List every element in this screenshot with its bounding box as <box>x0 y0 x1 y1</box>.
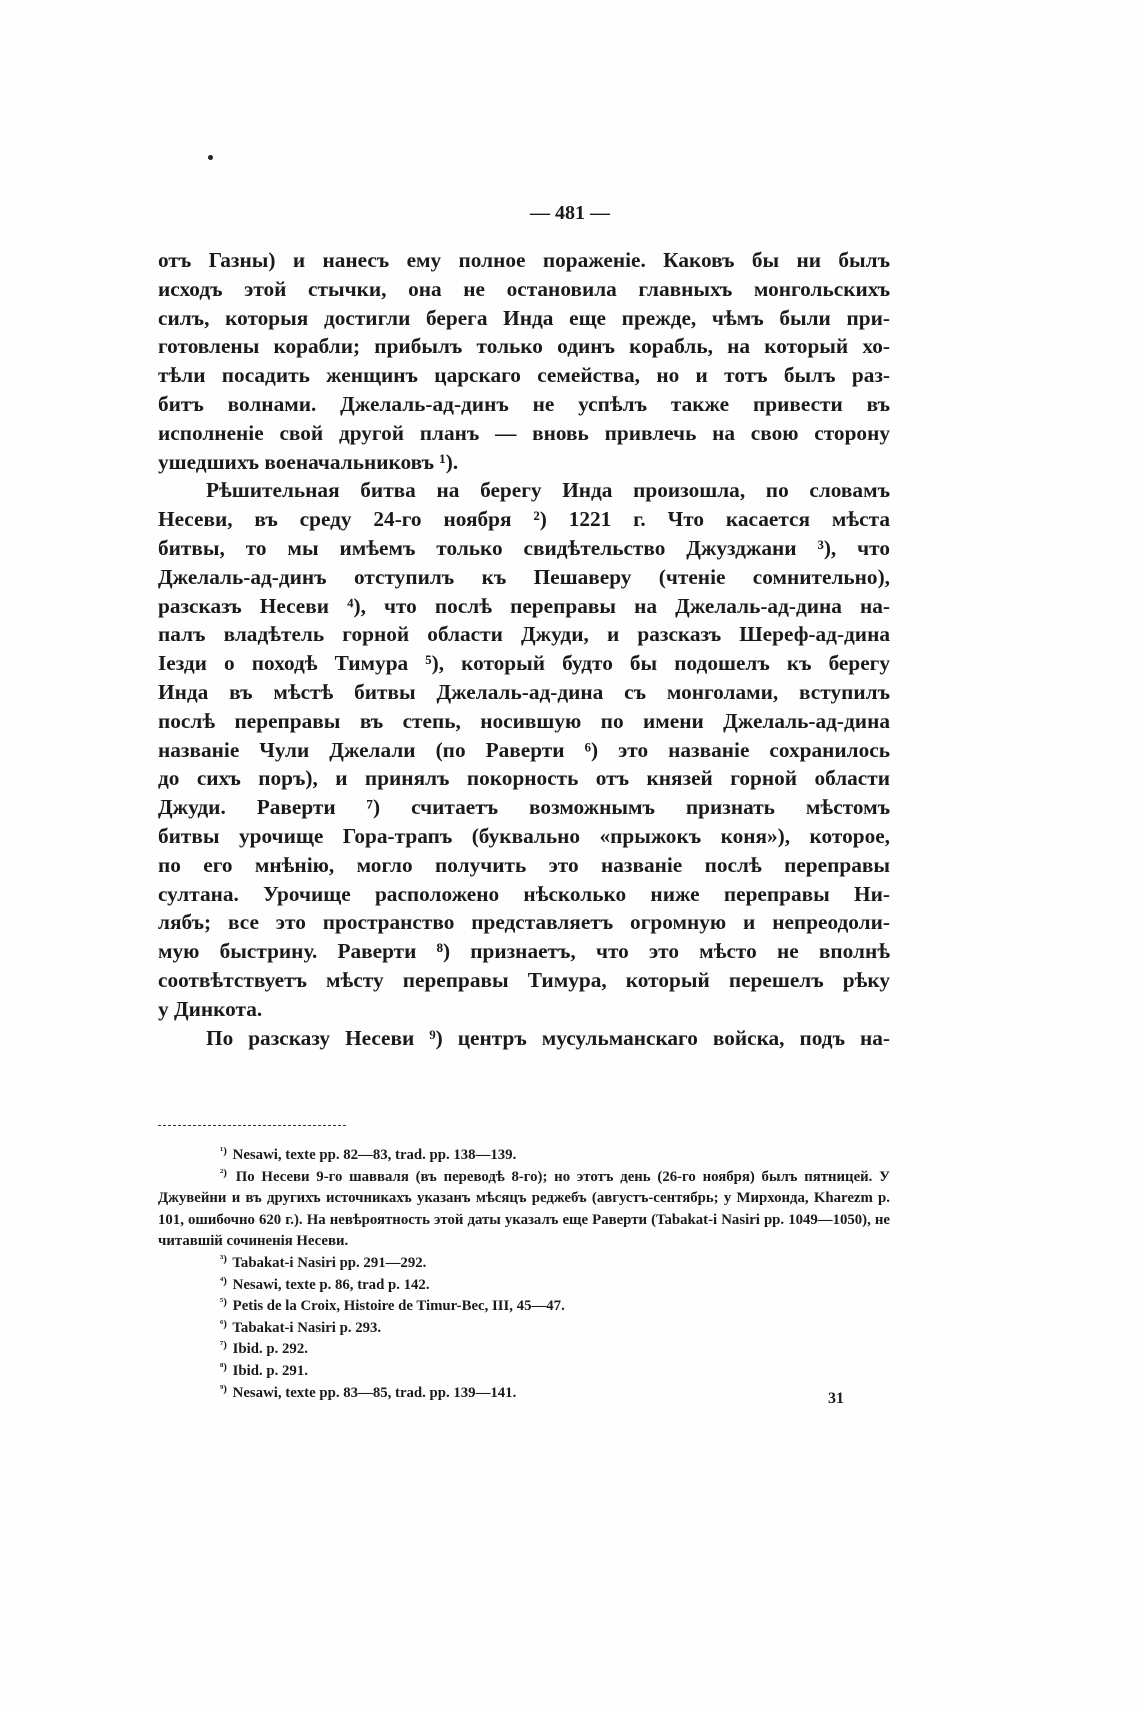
text-line: у Динкота. <box>158 996 263 1021</box>
footnote-2 <box>158 1167 890 1253</box>
text-line: султана. Урочище расположено нѣсколько ниже переправы Ни- <box>158 881 890 906</box>
text-line: силъ, которыя достигли берега Инда еще прежде, чѣмъ были при- <box>158 305 890 330</box>
text-line: Инда въ мѣстѣ битвы Джелаль-ад-дина съ монголами, вступилъ <box>158 679 890 704</box>
text-line: битъ волнами. Джелаль-ад-динъ не успѣлъ также привести въ <box>158 391 890 416</box>
footnote-mark: ¹) <box>220 1145 227 1157</box>
text-line: битвы, то мы имѣемъ только свидѣтельство Джузджани ³), что <box>158 535 890 560</box>
footnote-1 <box>158 1145 890 1167</box>
text-line: Джуди. Раверти ⁷) считаетъ возможнымъ признать мѣстомъ <box>158 795 890 820</box>
footnote-text: Tabakat-i Nasiri p. 293. <box>232 1319 382 1336</box>
paragraph-3 <box>158 1024 890 1053</box>
footnote-text: Nesawi, texte pp. 82—83, trad. pp. 138—139. <box>232 1147 517 1163</box>
stray-dot-mark <box>208 155 213 160</box>
footnote-mark: ⁹) <box>220 1382 227 1395</box>
footnote-7 <box>158 1339 890 1361</box>
paragraph-1 <box>158 246 890 476</box>
footnote-text: Nesawi, texte p. 86, trad p. 142. <box>232 1276 430 1293</box>
paragraph-2 <box>158 476 890 1023</box>
footnote-mark: ⁵) <box>220 1296 227 1309</box>
text-line: тѣли посадить женщинъ царскаго семейства, но и тотъ былъ раз- <box>158 363 890 388</box>
text-line: послѣ переправы въ степь, носившую по имени Джелаль-ад-дина <box>158 708 890 733</box>
text-line: Несеви, въ среду 24-го ноября ²) 1221 г. Что касается мѣста <box>158 507 890 532</box>
text-line: ушедшихъ военачальниковъ ¹). <box>158 449 459 474</box>
text-line: лябъ; все это пространство представляетъ огромную и непреодоли- <box>158 910 890 935</box>
text-line: битвы урочище Гора-трапъ (буквально «прыжокъ коня»), которое, <box>158 823 890 848</box>
text-line: Рѣшительная битва на берегу Инда произошла, по словамъ <box>206 478 890 503</box>
footnote-mark: ⁸) <box>220 1360 227 1373</box>
footnote-mark: ⁴) <box>220 1274 227 1287</box>
footnote-mark: ⁶) <box>220 1317 227 1330</box>
text-line: Іезди о походѣ Тимура ⁵), который будто бы подошелъ къ берегу <box>158 651 890 676</box>
text-line: готовлены корабли; прибылъ только одинъ корабль, на который хо- <box>158 334 890 359</box>
text-line: по его мнѣнію, могло получить это названіе послѣ переправы <box>158 852 890 877</box>
footnote-text: Ibid. p. 292. <box>232 1341 308 1358</box>
text-line: до сихъ поръ), и принялъ покорность отъ князей горной области <box>158 766 890 791</box>
footnote-text: Tabakat-i Nasiri pp. 291—292. <box>232 1254 427 1271</box>
text-line: Джелаль-ад-динъ отступилъ къ Пешаверу (чтеніе сомнительно), <box>158 564 890 589</box>
text-line: исходъ этой стычки, она не остановила главныхъ монгольскихъ <box>158 276 890 301</box>
footnote-5 <box>158 1296 890 1318</box>
main-text <box>158 246 890 1052</box>
footnote-text: Petis de la Croix, Histoire de Timur-Bec, III, 45—47. <box>232 1298 565 1315</box>
text-line: названіе Чули Джелали (по Раверти ⁶) это названіе сохранилось <box>158 737 890 762</box>
footnote-8 <box>158 1361 890 1383</box>
footnote-divider <box>158 1125 346 1126</box>
text-line: палъ владѣтель горной области Джуди, и разсказъ Шереф-ад-дина <box>158 622 890 647</box>
footnote-text: По Несеви 9-го шавваля (въ переводѣ 8-го); но этотъ день (26-го ноября) былъ пятницей. У Джувейни и въ другихъ источникахъ указанъ мѣсяцъ реджебъ (августъ-сентябрь; у Мирхонда, Kharezm p. 101, ошибочно 620 г.). На невѣроятность этой даты указалъ еще Раверти (Tabakat-i Nasiri pp. 1049—1050), не читавшій сочиненія Несеви. <box>158 1168 891 1250</box>
footnote-mark: ³) <box>220 1252 227 1265</box>
text-line: исполненіе свой другой планъ — вновь привлечь на свою сторону <box>158 420 890 445</box>
text-line: По разсказу Несеви ⁹) центръ мусульманскаго войска, подъ на- <box>206 1025 890 1050</box>
footnote-6 <box>158 1318 890 1340</box>
footnote-text: Ibid. p. 291. <box>232 1362 308 1379</box>
footnotes <box>158 1145 890 1404</box>
footnote-9 <box>158 1383 890 1405</box>
text-line: отъ Газны) и нанесъ ему полное пораженіе. Каковъ бы ни былъ <box>158 248 890 272</box>
text-line: соотвѣтствуетъ мѣсту переправы Тимура, который перешелъ рѣку <box>158 967 890 992</box>
text-line: мую быстрину. Раверти ⁸) признаетъ, что это мѣсто не вполнѣ <box>158 939 890 964</box>
footnote-mark: ⁷) <box>220 1339 227 1352</box>
footnote-mark: ²) <box>220 1166 227 1179</box>
page-number: — 481 — <box>530 202 610 224</box>
text-line: разсказъ Несеви ⁴), что послѣ переправы на Джелаль-ад-дина на- <box>158 593 890 618</box>
footnote-text: Nesawi, texte pp. 83—85, trad. pp. 139—141. <box>232 1384 517 1401</box>
printer-signature-number: 31 <box>828 1390 844 1407</box>
footnote-3 <box>158 1253 890 1275</box>
footnote-4 <box>158 1275 890 1297</box>
